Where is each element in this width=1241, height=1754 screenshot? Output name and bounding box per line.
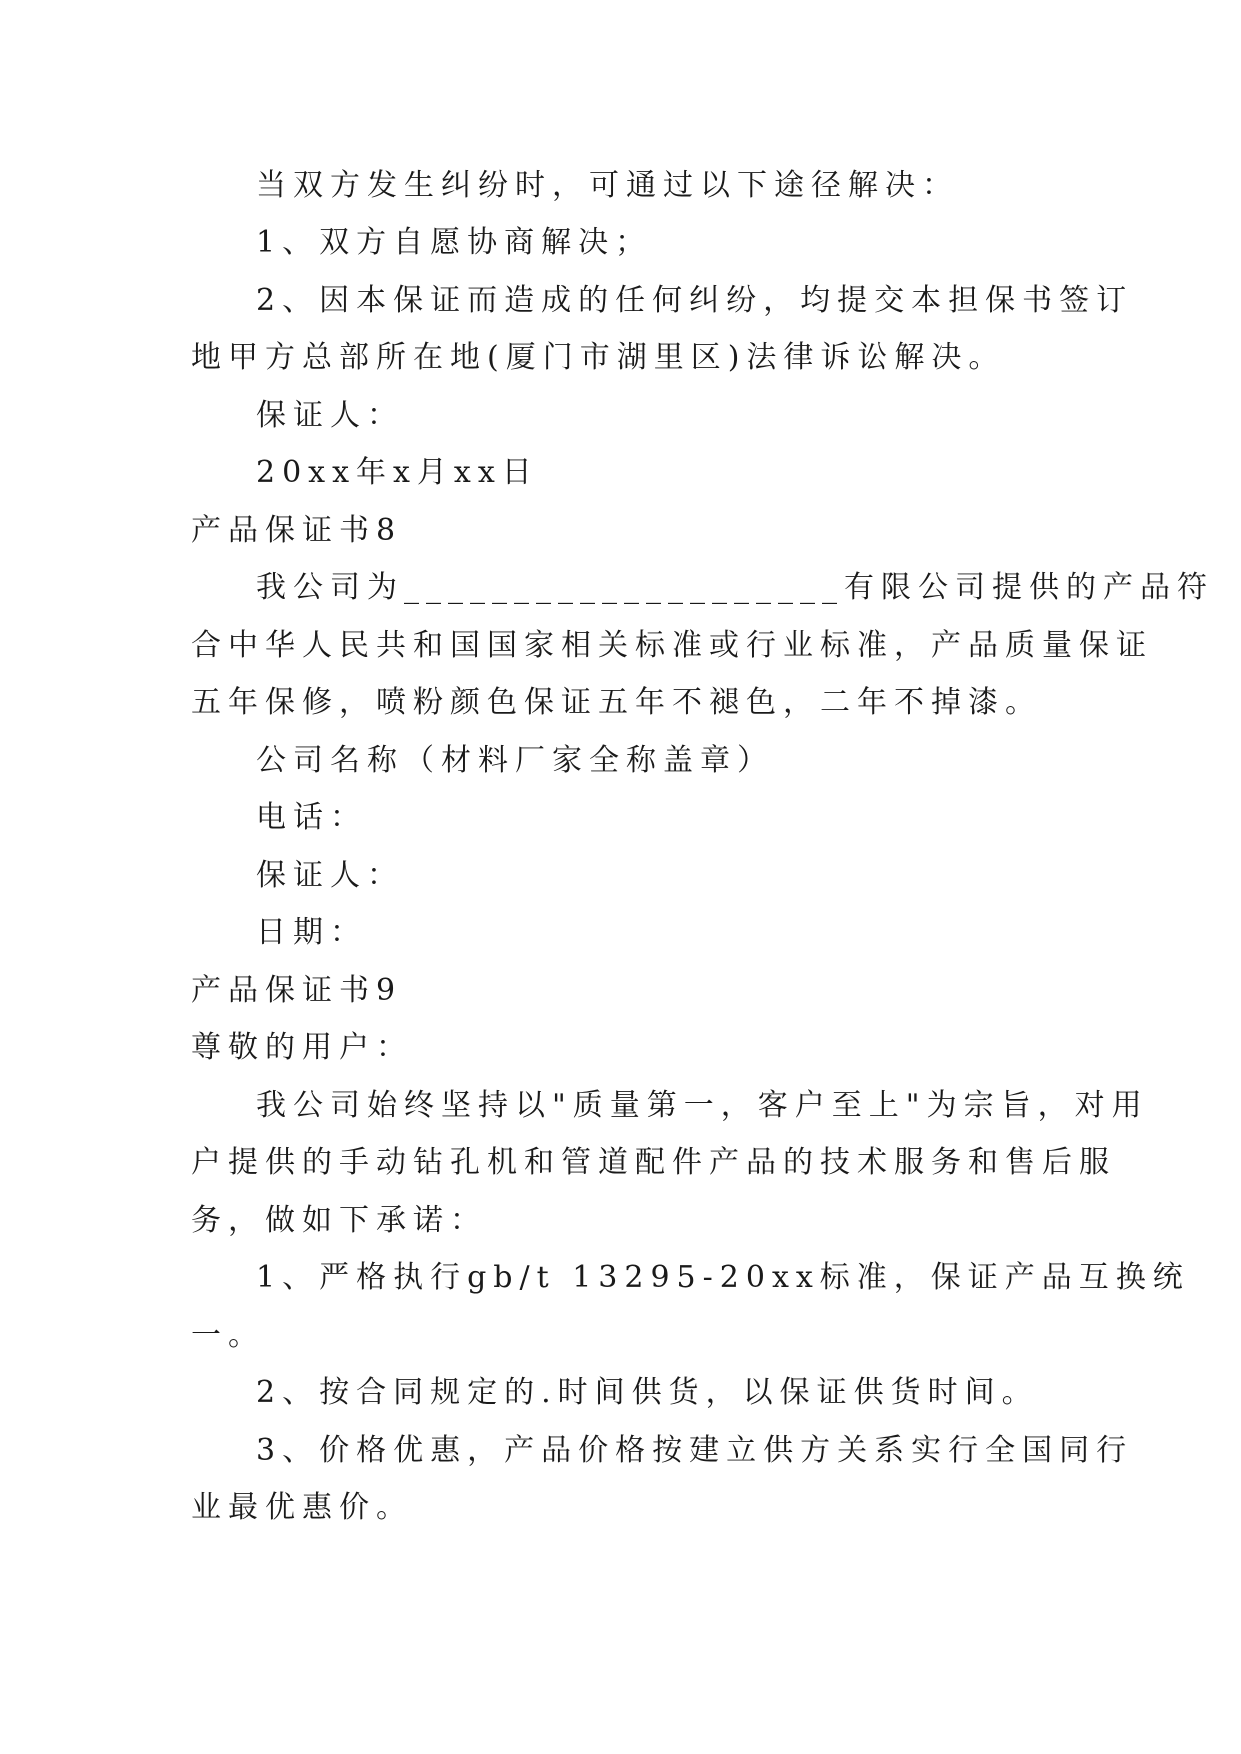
paragraph-line: 五年保修，喷粉颜色保证五年不褪色，二年不掉漆。 bbox=[191, 685, 1042, 720]
paragraph-line: 电话： bbox=[256, 800, 367, 835]
paragraph-line: 日期： bbox=[256, 915, 367, 950]
salutation: 尊敬的用户： bbox=[191, 1030, 413, 1065]
paragraph-line: 保证人： bbox=[256, 858, 404, 893]
section-heading: 产品保证书9 bbox=[191, 973, 403, 1008]
paragraph-line: 一。 bbox=[191, 1318, 265, 1353]
paragraph-line: 我公司始终坚持以"质量第一，客户至上"为宗旨，对用 bbox=[256, 1088, 1149, 1123]
paragraph-line: 当双方发生纠纷时，可通过以下途径解决： bbox=[256, 168, 959, 203]
date-line: 20xx年x月xx日 bbox=[256, 455, 539, 490]
paragraph-line: 2、因本保证而造成的任何纠纷，均提交本担保书签订 bbox=[256, 283, 1134, 318]
paragraph-line: 地甲方总部所在地(厦门市湖里区)法律诉讼解决。 bbox=[191, 340, 1006, 375]
paragraph-line: 业最优惠价。 bbox=[191, 1490, 413, 1525]
paragraph-line: 3、价格优惠，产品价格按建立供方关系实行全国同行 bbox=[256, 1433, 1134, 1468]
paragraph-line: 公司名称（材料厂家全称盖章） bbox=[256, 743, 774, 778]
paragraph-line: 1、严格执行gb/t 13295-20xx标准，保证产品互换统 bbox=[256, 1260, 1190, 1295]
paragraph-line: 2、按合同规定的.时间供货，以保证供货时间。 bbox=[256, 1375, 1039, 1410]
paragraph-line: 户提供的手动钻孔机和管道配件产品的技术服务和售后服 bbox=[191, 1145, 1116, 1180]
paragraph-line: 我公司为____________________有限公司提供的产品符 bbox=[256, 570, 1214, 605]
paragraph-line: 合中华人民共和国国家相关标准或行业标准，产品质量保证 bbox=[191, 628, 1153, 663]
paragraph-line: 务，做如下承诺： bbox=[191, 1203, 487, 1238]
section-heading: 产品保证书8 bbox=[191, 513, 403, 548]
paragraph-line: 保证人： bbox=[256, 398, 404, 433]
paragraph-line: 1、双方自愿协商解决； bbox=[256, 225, 653, 260]
